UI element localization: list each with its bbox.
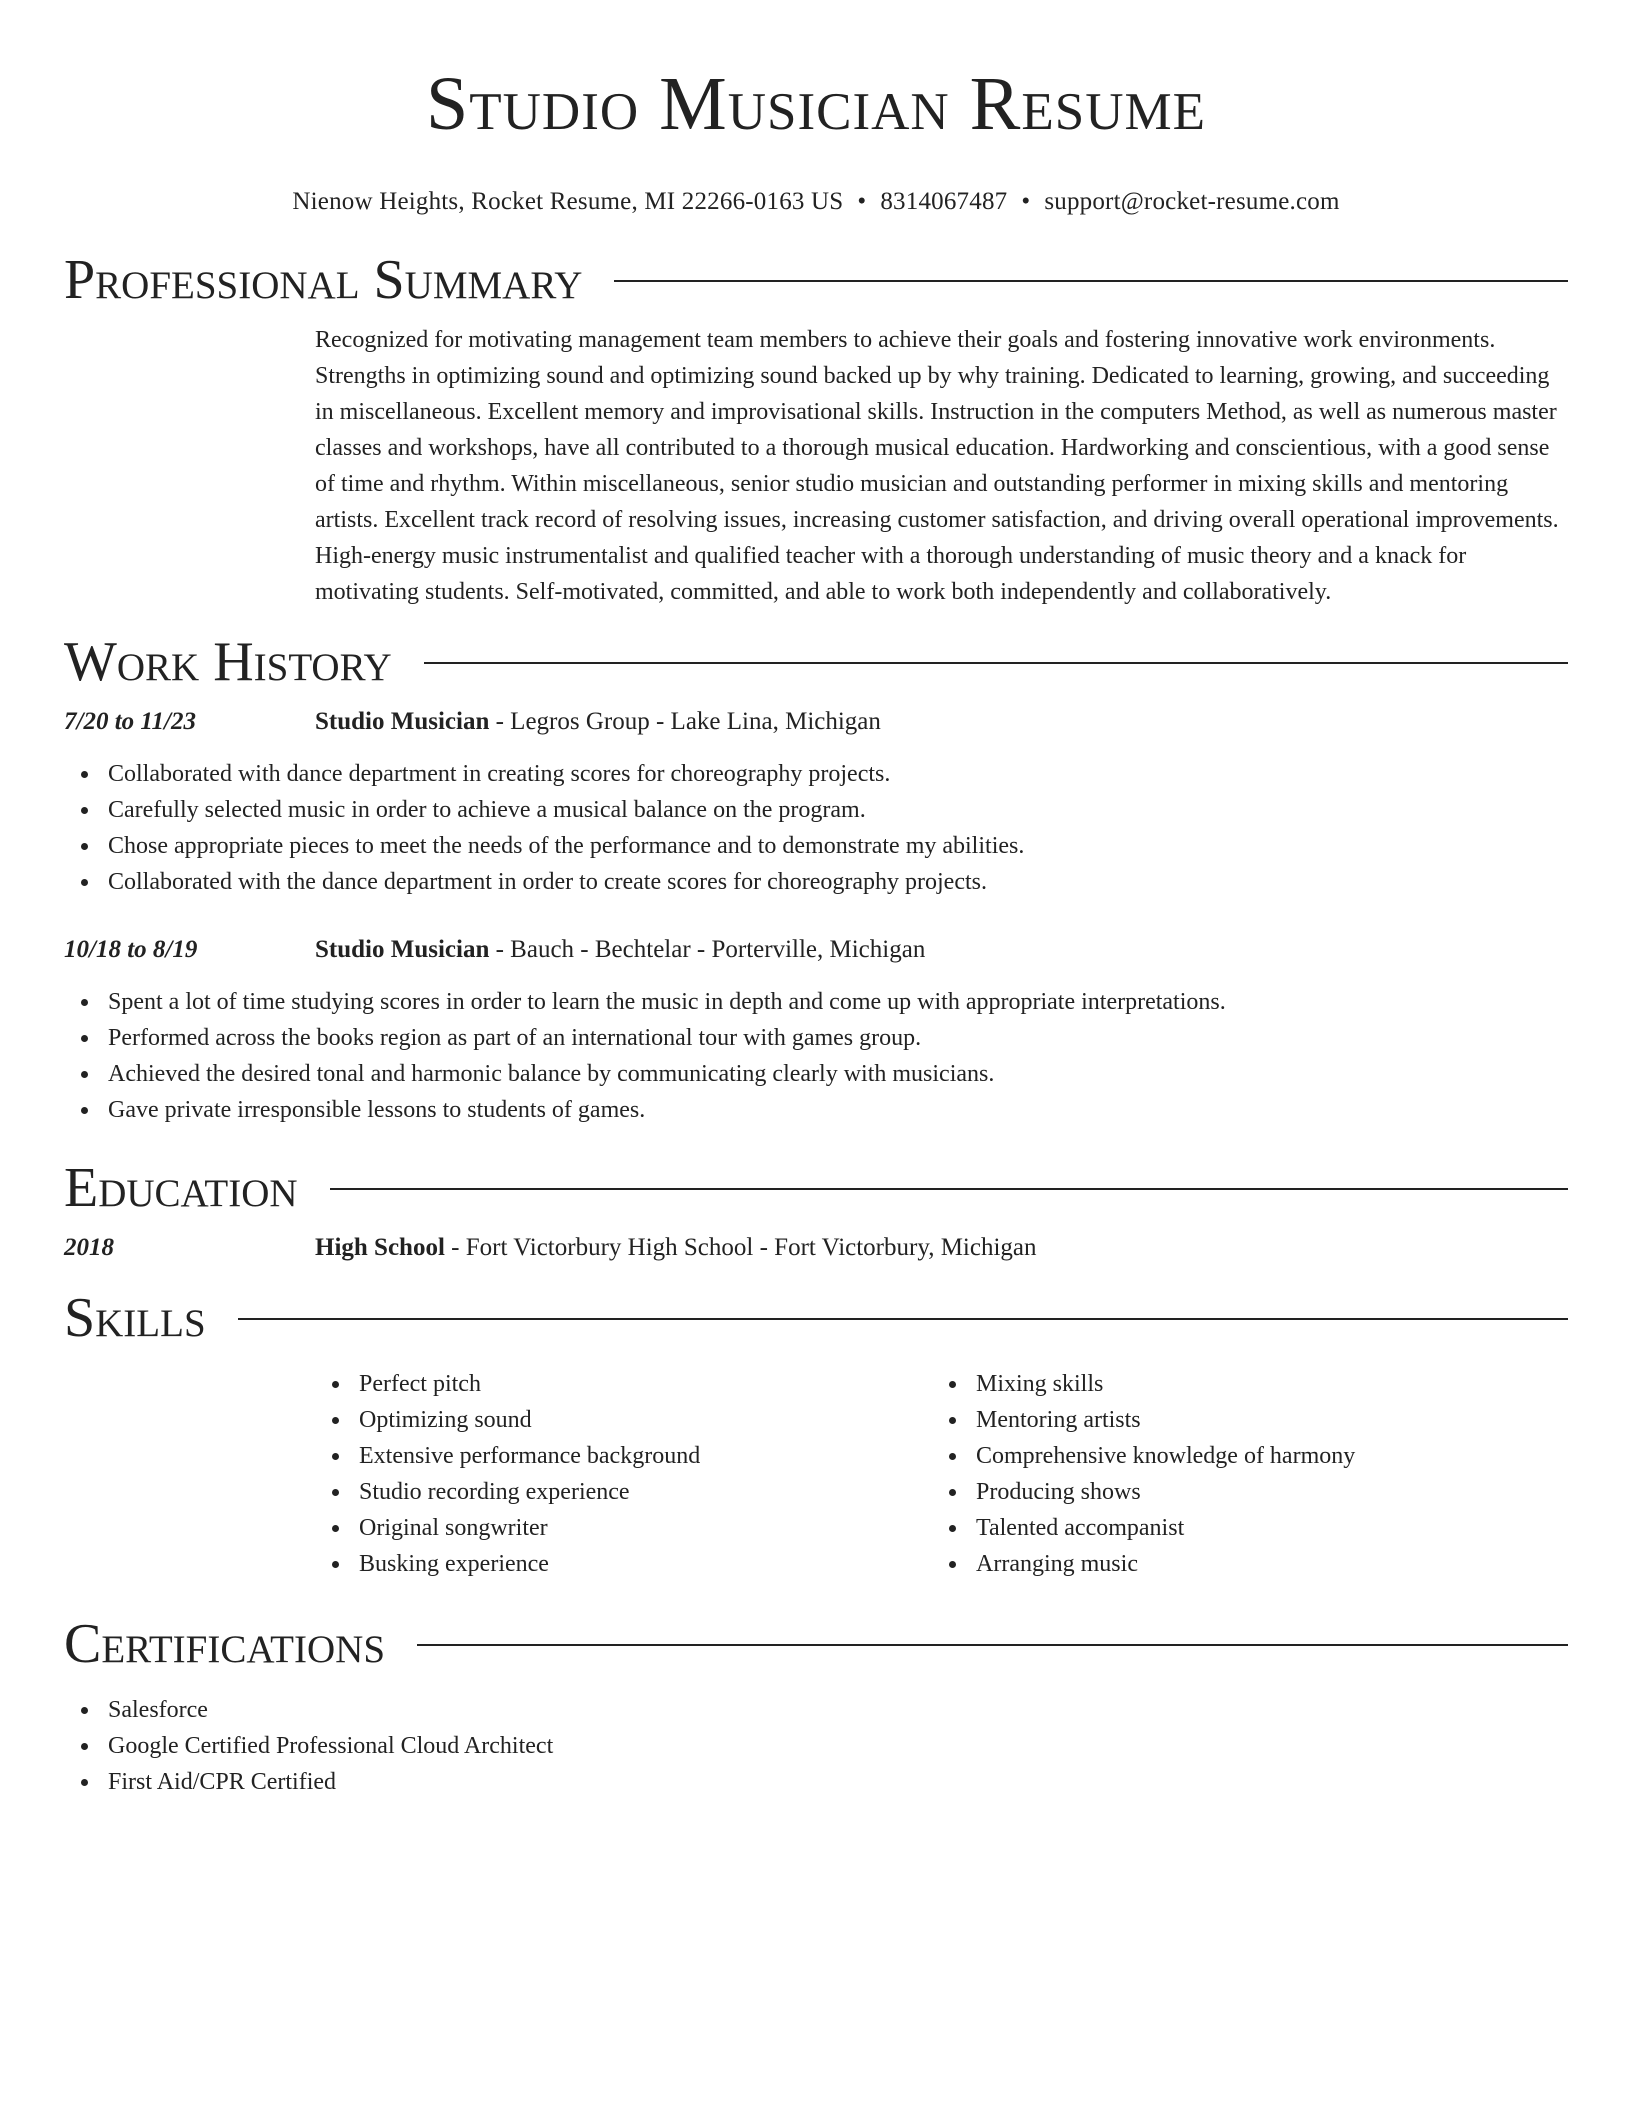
- section-header-skills: [64, 1286, 1568, 1350]
- list-item: Extensive performance background: [315, 1438, 932, 1474]
- job-header: [64, 934, 1568, 966]
- job-header: [64, 706, 1568, 738]
- job-title-line: [315, 934, 925, 966]
- job-title-line: [315, 706, 881, 738]
- section-header-summary: [64, 248, 1568, 312]
- summary-text: Recognized for motivating management team members to achieve their goals and fostering innovative work environments. Strengths in optimizing sound and optimizing sound backed up by why training. Dedicated to learning, growing, and succeeding in miscellaneous. Excellent memory and improvisational skills. Instruction in the computers Method, as well as numerous master classes and workshops, have all contributed to a thorough musical education. Hardworking and conscientious, with a good sense of time and rhythm. Within miscellaneous, senior studio musician and outstanding performer in mixing skills and mentoring artists. Excellent track record of resolving issues, increasing customer satisfaction, and driving overall operational improvements. High-energy music instrumentalist and qualified teacher with a thorough understanding of music theory and a knack for motivating students. Self-motivated, committed, and able to work both independently and collaboratively.: [315, 327, 1559, 605]
- job-bullets: [64, 984, 1568, 1128]
- list-item: Collaborated with the dance department in order to create scores for choreography projects.: [64, 864, 1568, 900]
- list-item: Performed across the books region as part of an international tour with games group.: [64, 1020, 1568, 1056]
- job-role: Studio Musician: [315, 936, 490, 963]
- skills-list-left: [315, 1366, 932, 1582]
- section-title-skills: Skills: [64, 1287, 206, 1349]
- list-item: Comprehensive knowledge of harmony: [932, 1438, 1549, 1474]
- resume-page: [64, 0, 1568, 1800]
- job-employer: - Legros Group - Lake Lina, Michigan: [489, 708, 881, 735]
- contact-phone: 8314067487: [880, 188, 1008, 215]
- section-header-education: [64, 1156, 1568, 1220]
- list-item: Collaborated with dance department in creating scores for choreography projects.: [64, 756, 1568, 792]
- contact-separator: •: [1021, 188, 1031, 215]
- list-item: Optimizing sound: [315, 1402, 932, 1438]
- section-title-summary: Professional Summary: [64, 249, 583, 311]
- list-item: Original songwriter: [315, 1510, 932, 1546]
- job-employer: - Bauch - Bechtelar - Porterville, Michigan: [489, 936, 926, 963]
- job-bullets: [64, 756, 1568, 900]
- section-header-certifications: [64, 1612, 1568, 1676]
- certifications-list: [64, 1692, 1568, 1800]
- skills-grid: [315, 1366, 1568, 1582]
- job-entry: [64, 706, 1568, 900]
- section-divider: [330, 1188, 1568, 1190]
- section-divider: [238, 1318, 1568, 1320]
- contact-address: Nienow Heights, Rocket Resume, MI 22266-0163 US: [292, 188, 844, 215]
- list-item: First Aid/CPR Certified: [64, 1764, 1568, 1800]
- job-entry: [64, 934, 1568, 1128]
- list-item: Gave private irresponsible lessons to students of games.: [64, 1092, 1568, 1128]
- contact-separator: •: [857, 188, 867, 215]
- list-item: Talented accompanist: [932, 1510, 1549, 1546]
- list-item: Salesforce: [64, 1692, 1568, 1728]
- list-item: Spent a lot of time studying scores in order to learn the music in depth and come up with appropriate interpretations.: [64, 984, 1568, 1020]
- job-dates: 10/18 to 8/19: [64, 936, 198, 963]
- list-item: Arranging music: [932, 1546, 1549, 1582]
- education-entry: [64, 1232, 1568, 1264]
- education-year: 2018: [64, 1234, 114, 1261]
- list-item: Chose appropriate pieces to meet the needs of the performance and to demonstrate my abilities.: [64, 828, 1568, 864]
- section-divider: [614, 280, 1568, 282]
- list-item: Studio recording experience: [315, 1474, 932, 1510]
- section-title-education: Education: [64, 1157, 298, 1219]
- contact-line: [64, 186, 1568, 218]
- list-item: Busking experience: [315, 1546, 932, 1582]
- contact-email: support@rocket-resume.com: [1044, 188, 1340, 215]
- list-item: Mentoring artists: [932, 1402, 1549, 1438]
- education-degree: High School: [315, 1234, 445, 1261]
- skills-list-right: [932, 1366, 1549, 1582]
- list-item: Producing shows: [932, 1474, 1549, 1510]
- resume-title: Studio Musician Resume: [426, 62, 1206, 146]
- section-divider: [424, 662, 1568, 664]
- section-divider: [417, 1644, 1568, 1646]
- list-item: Perfect pitch: [315, 1366, 932, 1402]
- list-item: Mixing skills: [932, 1366, 1549, 1402]
- job-dates: 7/20 to 11/23: [64, 708, 196, 735]
- job-role: Studio Musician: [315, 708, 490, 735]
- section-title-work: Work History: [64, 631, 392, 693]
- section-title-certifications: Certifications: [64, 1613, 386, 1675]
- education-title-line: [315, 1232, 1037, 1264]
- list-item: Carefully selected music in order to achieve a musical balance on the program.: [64, 792, 1568, 828]
- section-header-work: [64, 630, 1568, 694]
- education-school: - Fort Victorbury High School - Fort Victorbury, Michigan: [444, 1234, 1037, 1261]
- list-item: Achieved the desired tonal and harmonic balance by communicating clearly with musicians.: [64, 1056, 1568, 1092]
- list-item: Google Certified Professional Cloud Architect: [64, 1728, 1568, 1764]
